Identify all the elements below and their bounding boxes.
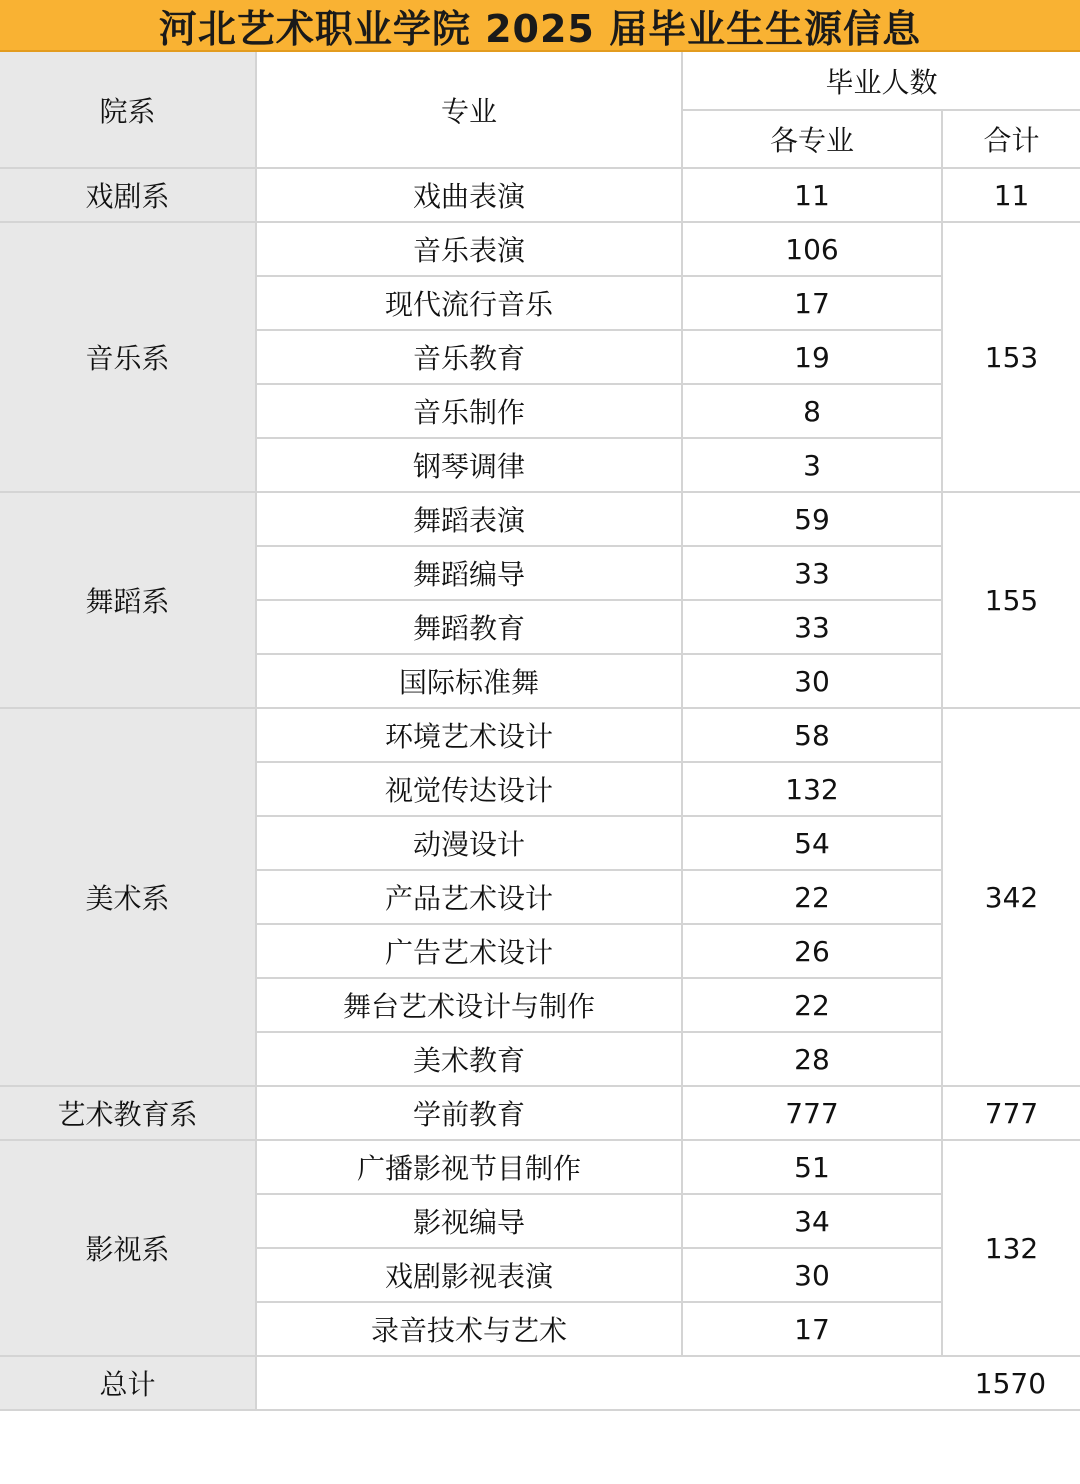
dept-total-cell: 11 [942,168,1080,222]
header-dept: 院系 [0,52,256,168]
major-count-cell: 51 [682,1140,942,1194]
grand-total-number: 1570 [974,1366,1047,1400]
major-count-cell: 30 [682,654,942,708]
dept-name-cell: 影视系 [0,1140,256,1356]
major-name-cell: 广播影视节目制作 [256,1140,682,1194]
major-count-cell: 33 [682,600,942,654]
major-name-cell: 舞台艺术设计与制作 [256,978,682,1032]
major-name-cell: 音乐表演 [256,222,682,276]
table-row [0,1086,1080,1140]
major-count-cell: 34 [682,1194,942,1248]
dept-name-cell: 戏剧系 [0,168,256,222]
table-body [0,168,1080,1356]
header-graduates: 毕业人数 [682,52,1080,110]
major-name-cell: 视觉传达设计 [256,762,682,816]
major-name-cell: 产品艺术设计 [256,870,682,924]
dept-total-cell: 132 [942,1140,1080,1356]
major-name-cell: 钢琴调律 [256,438,682,492]
major-count-cell: 19 [682,330,942,384]
major-count-cell: 26 [682,924,942,978]
page-title: 河北艺术职业学院 2025 届毕业生生源信息 [0,0,1080,52]
major-count-cell: 59 [682,492,942,546]
major-name-cell: 动漫设计 [256,816,682,870]
major-count-cell: 106 [682,222,942,276]
major-count-cell: 33 [682,546,942,600]
major-name-cell: 舞蹈教育 [256,600,682,654]
major-count-cell: 30 [682,1248,942,1302]
major-name-cell: 舞蹈表演 [256,492,682,546]
grand-total-label: 总计 [0,1356,256,1410]
dept-name-cell: 舞蹈系 [0,492,256,708]
dept-total-cell: 153 [942,222,1080,492]
dept-total-cell: 777 [942,1086,1080,1140]
major-count-cell: 54 [682,816,942,870]
major-name-cell: 录音技术与艺术 [256,1302,682,1356]
dept-name-cell: 音乐系 [0,222,256,492]
major-count-cell: 28 [682,1032,942,1086]
major-count-cell: 22 [682,870,942,924]
major-name-cell: 美术教育 [256,1032,682,1086]
grand-total-value [256,1356,1080,1410]
major-name-cell: 戏剧影视表演 [256,1248,682,1302]
major-name-cell: 音乐教育 [256,330,682,384]
major-count-cell: 132 [682,762,942,816]
header-per-major: 各专业 [682,110,942,168]
table-row [0,1140,1080,1194]
table-row [0,222,1080,276]
major-name-cell: 国际标准舞 [256,654,682,708]
major-name-cell: 学前教育 [256,1086,682,1140]
major-name-cell: 现代流行音乐 [256,276,682,330]
header-subtotal: 合计 [942,110,1080,168]
table-row [0,168,1080,222]
dept-total-cell: 342 [942,708,1080,1086]
major-name-cell: 环境艺术设计 [256,708,682,762]
graduate-table [0,52,1080,1411]
header-major: 专业 [256,52,682,168]
major-count-cell: 17 [682,276,942,330]
major-count-cell: 58 [682,708,942,762]
dept-name-cell: 艺术教育系 [0,1086,256,1140]
major-name-cell: 广告艺术设计 [256,924,682,978]
dept-total-cell: 155 [942,492,1080,708]
major-count-cell: 777 [682,1086,942,1140]
grand-total-row [0,1356,1080,1410]
table-row [0,708,1080,762]
major-count-cell: 17 [682,1302,942,1356]
major-name-cell: 音乐制作 [256,384,682,438]
dept-name-cell: 美术系 [0,708,256,1086]
major-name-cell: 影视编导 [256,1194,682,1248]
major-count-cell: 11 [682,168,942,222]
major-name-cell: 戏曲表演 [256,168,682,222]
major-name-cell: 舞蹈编导 [256,546,682,600]
table-row [0,492,1080,546]
major-count-cell: 8 [682,384,942,438]
major-count-cell: 3 [682,438,942,492]
major-count-cell: 22 [682,978,942,1032]
